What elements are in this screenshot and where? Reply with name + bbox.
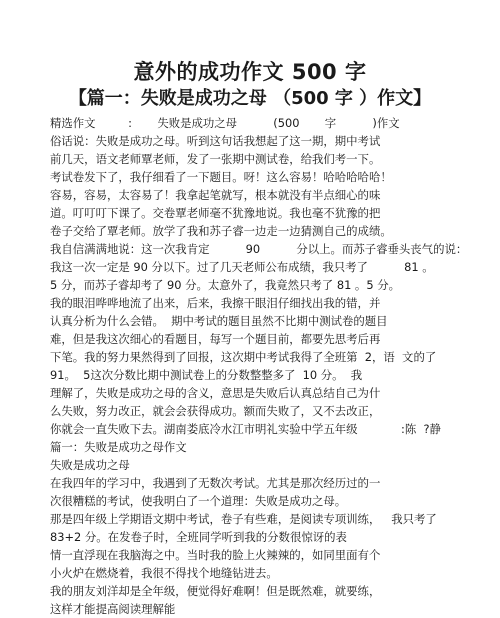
text-line: 容易，容易，太容易了！我拿起笔就写，根本就没有半点细心的味 (50, 188, 381, 202)
text-line: 卷子交给了覃老师。放学了我和苏子睿一边走一边猜测自己的成绩。 (50, 224, 392, 238)
text-line: 篇一：失败是成功之母作文 (50, 440, 187, 454)
text-line: 失败是成功之母 (50, 458, 130, 472)
text-line: 我这一次一定是 90 分以下。过了几天老师公布成绩，我只考了 81 。 (50, 260, 434, 274)
text-line: 你就会一直失败下去。湖南娄底冷水江市明礼实验中学五年级 :陈 ?静 (50, 422, 441, 436)
document-body (50, 114, 470, 618)
section-heading: 【篇一：失败是成功之母 （500 字 ）作文】 (68, 88, 432, 109)
text-line: 难，但是我这次细心的看题目，每写一个题目前，都要先思考后再 (50, 332, 381, 346)
text-line: 次很糟糕的考试，使我明白了一个道理：失败是成功之母。 (50, 494, 347, 508)
text-line: 这样才能提高阅读理解能 (50, 602, 176, 616)
text-line: 俗话说：失败是成功之母。听到这句话我想起了这一期，期中考试 (50, 134, 381, 148)
text-line: 小火炉在燃烧着，我很不得找个地缝钻进去。 (50, 566, 278, 580)
page-title: 意外的成功作文 500 字 (133, 60, 367, 84)
text-line: 理解了，失败是成功之母的含义，意思是失败后认真总结自己为什 (50, 386, 381, 400)
text-line: 我的朋友刘洋却是全年级，便觉得好难啊！但是既然难，就要练， (50, 584, 381, 598)
text-line: 5 分，而苏子睿却考了 90 分。太意外了，我竟然只考了 81 。5 分。 (50, 278, 400, 292)
text-line: 91。 5这次分数比期中测试卷上的分数整整多了 10 分。 我 (50, 368, 363, 382)
text-line: 我自信满满地说：这一次我肯定 90 分以上。而苏子睿垂头丧气的说： (50, 242, 468, 256)
text-line: 道。叮叮叮下课了。交卷覃老师毫不犹豫地说。我也毫不犹豫的把 (50, 206, 381, 220)
text-line: 情一直浮现在我脑海之中。当时我的脸上火辣辣的，如同里面有个 (50, 548, 381, 562)
text-line: 83+2 分。在发卷子时，全班同学听到我的分数很惊讶的表 (50, 530, 347, 544)
text-line: 在我四年的学习中，我遇到了无数次考试。尤其是那次经历过的一 (50, 476, 381, 490)
text-line: 考试卷发下了，我仔细看了一下题目。呀！这么容易！哈哈哈哈哈！ (50, 170, 392, 184)
text-line: 前几天，语文老师覃老师，发了一张期中测试卷，给我们考一下。 (50, 152, 381, 166)
text-line: 我的眼泪哗哗地流了出来，后来，我擦干眼泪仔细找出我的错，并 (50, 296, 381, 310)
text-line: 精选作文 : 失败是成功之母 (500 字 )作文 (50, 116, 400, 130)
text-line: 认真分析为什么会错。 期中考试的题目虽然不比期中测试卷的题目 (50, 314, 388, 328)
text-line: 那是四年级上学期语文期中考试，卷子有些难，是阅读专项训练， 我只考了 (50, 512, 437, 526)
text-line: 么失败，努力改正，就会会获得成功。额而失败了，又不去改正， (50, 404, 381, 418)
text-line: 下笔。我的努力果然得到了回报，这次期中考试我得了全班第 2，语 文的了 (50, 350, 437, 364)
